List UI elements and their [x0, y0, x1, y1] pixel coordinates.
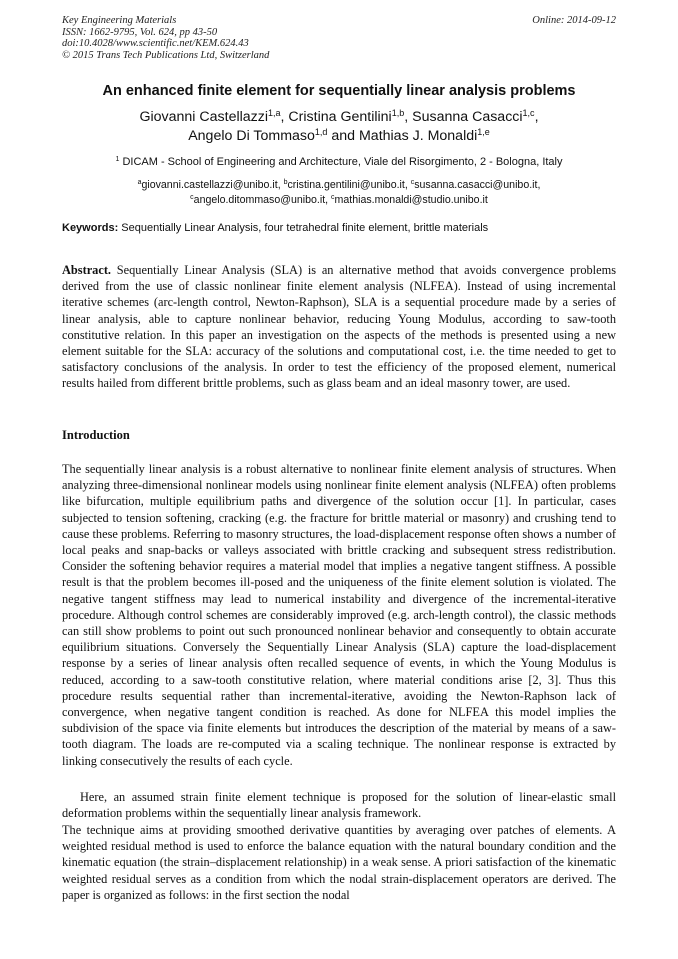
email-address[interactable]: angelo.ditommaso@unibo.it [193, 193, 326, 206]
email-mark: a [137, 179, 142, 186]
author-affiliation-mark: 1,c [522, 108, 535, 118]
section-heading-introduction: Introduction [62, 428, 130, 442]
paper-title: An enhanced finite element for sequentially linear analysis problems [102, 83, 576, 99]
keywords-text: Sequentially Linear Analysis, four tetrahedral finite element, brittle materials [118, 222, 489, 234]
journal-name: Key Engineering Materials [62, 15, 177, 26]
author-separator: , [404, 109, 413, 125]
abstract [62, 262, 616, 392]
copyright-line: © 2015 Trans Tech Publications Ltd, Switzerland [62, 49, 270, 61]
affiliation [40, 156, 638, 168]
intro-paragraph-2: Here, an assumed strain finite element technique is proposed for the solution of linear-elastic small deformation problems within the sequentially linear analysis framework. [62, 790, 616, 821]
email-mark: c [190, 193, 194, 201]
author-affiliation-mark: 1,b [391, 108, 405, 118]
email-address[interactable]: giovanni.castellazzi@unibo.it [141, 179, 278, 191]
affiliation-mark: 1 [115, 156, 120, 163]
author-affiliation-mark: 1,a [268, 108, 281, 118]
email-address[interactable]: mathias.monaldi@studio.unibo.it [334, 193, 488, 206]
author-affiliation-mark: 1,d [314, 127, 328, 137]
abstract-text: Sequentially Linear Analysis (SLA) is an alternative method that avoids convergence problems derived from the use of classic nonlinear finite element analysis (NLFEA). Instead of using incremental iterative schemes (arc-length control, Newton-Raphson), SLA is a sequential procedure made by a series of linear analysis, able to capture nonlinear behavior, reducing Young Modulus, according to saw-tooth constitutive relation. In this paper an investigation on the aspects of the methods is presented using a new element suitable for the SLA: accuracy of the solutions and computational cost, i.e. the time needed to get to satisfactory conclusions of the analysis. In order to test the efficiency of the proposed element, numerical results hailed from different brittle problems, such as glass beam and an ideal masonry tower, are used. [62, 263, 616, 391]
intro-paragraph-1: The sequentially linear analysis is a robust alternative to nonlinear finite element analysis of structures. When analyzing three-dimensional nonlinear models using nonlinear finite element analysis (NLFEA) often problems like bifurcation, multiple equilibrium paths and divergence of the solution occur [1]. In particular, cases subjected to tension softening, cracking (e.g. the fracture for brittle material or masonry) and crushing tend to cause these problems. Referring to masonry structures, the load-displacement response often shows a number of local peaks and snap-backs or valleys associated with brittle cracking and subsequent stress redistribution. Consider the softening behavior requires a material model that implies a negative tangent stiffness. A possible result is that the problem becomes ill-posed and the uniqueness of the finite element solution is violated. The negative tangent stiffness may lead to numerical instability and divergence of the incremental-iterative procedure. Although control schemes are considerably improved (e.g. arch-length control), the classic methods can still show problems to point out such pronounced nonlinear behavior and consequently to obtain accurate equilibrium situations. Conversely the Sequentially Linear Analysis (SLA) capture the load-displacement response by a series of linear analysis often recalled sequence of events, in which the Young Modulus is reduced, according to a saw-tooth constitutive relation, where material conditions arise [2, 3]. Thus this procedure results sequential rather than incremental-iterative, avoiding the Newton-Raphson lack of convergence, when negative tangent condition is reached. As done for NLFEA this model implies the subdivision of the space via finite elements but introduces the description of the material by means of a saw-tooth diagram. The loads are re-computed via a scaling technique. The nonlinear response is extracted by linking consecutively the results of each cycle. [62, 462, 616, 768]
email-separator: , [277, 179, 284, 191]
email-mark: c [331, 193, 335, 201]
email-address[interactable]: cristina.gentilini@unibo.it [287, 179, 405, 191]
intro-paragraph-3: The technique aims at providing smoothed derivative quantities by averaging over patches of elements. A weighted residual method is used to enforce the balance equation with the natural boundary condition and the kinematic equation (the strain–displacement relationship) in a weak sense. A priori satisfaction of the kinematic weighted residual serves as a condition from which the nodal strain-displacement operators are derived. The paper is organized as follows: in the first section the nodal [62, 823, 616, 902]
abstract-label: Abstract. [62, 263, 112, 277]
author-separator: , [280, 109, 289, 125]
author-name: Susanna Casacci [412, 109, 523, 125]
keywords-label: Keywords: [62, 222, 119, 234]
doi-line[interactable]: doi:10.4028/www.scientific.net/KEM.624.43 [62, 38, 249, 50]
keywords [62, 222, 622, 234]
email-separator: , [404, 179, 411, 191]
affiliation-text: DICAM - School of Engineering and Architecture, Viale del Risorgimento, 2 - Bologna, Italy [119, 156, 563, 168]
author-name: Mathias J. Monaldi [358, 128, 478, 144]
author-affiliation-mark: 1,e [477, 127, 490, 137]
email-mark: b [283, 179, 288, 186]
author-name: Angelo Di Tommaso [188, 128, 315, 144]
online-date: Online: 2014-09-12 [532, 15, 616, 26]
email-address[interactable]: susanna.casacci@unibo.it [414, 179, 538, 191]
author-list [40, 108, 638, 146]
email-mark: c [410, 179, 415, 186]
issn-line: ISSN: 1662-9795, Vol. 624, pp 43-50 [62, 26, 218, 38]
author-separator: and [327, 128, 359, 144]
email-list [40, 178, 638, 207]
email-separator: , [325, 193, 332, 206]
author-separator: , [534, 109, 539, 125]
journal-header [62, 15, 616, 61]
author-name: Giovanni Castellazzi [139, 109, 269, 125]
author-name: Cristina Gentilini [288, 109, 392, 125]
email-separator: , [537, 179, 541, 191]
